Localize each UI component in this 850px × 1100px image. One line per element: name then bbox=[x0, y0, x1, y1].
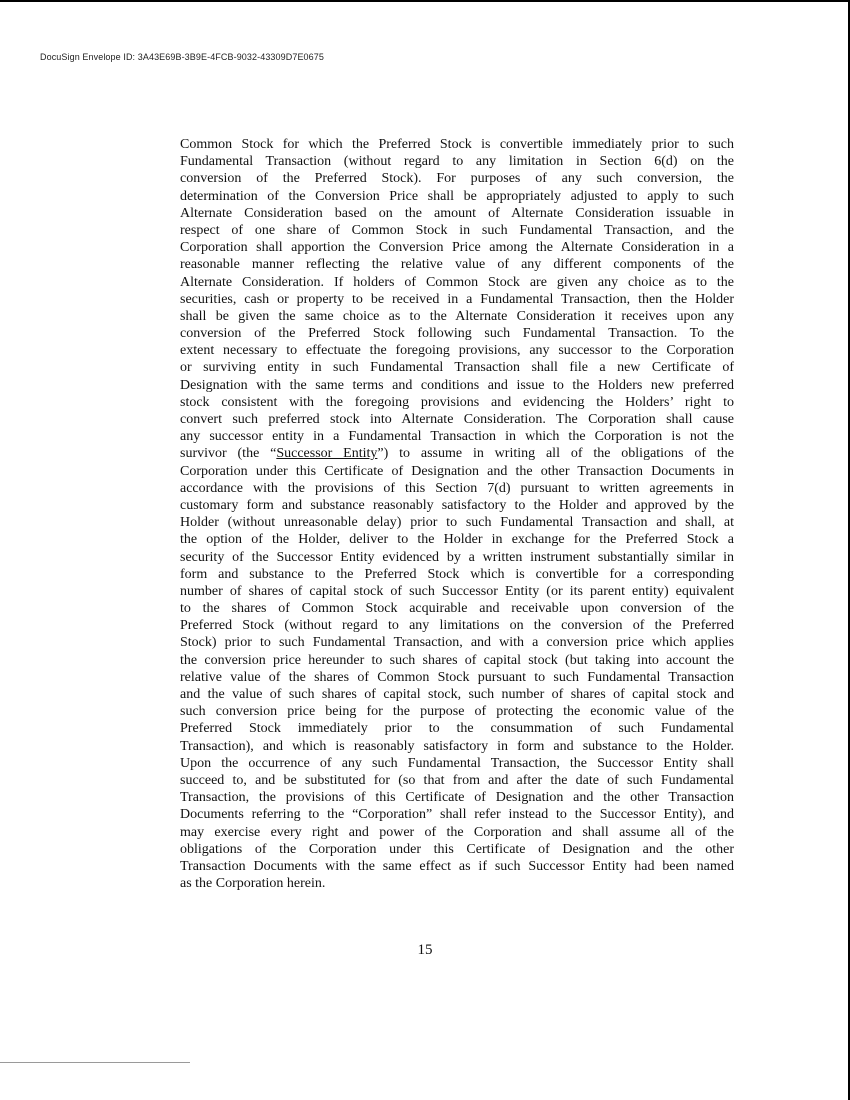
text-line: the conversion price hereunder to such shares of capital stock (but taking into account the bbox=[180, 652, 734, 668]
text-line: the option of the Holder, deliver to the Holder in exchange for the Preferred Stock a bbox=[180, 532, 734, 548]
text-line: Holder (without unreasonable delay) prior to such Fundamental Transaction and shall, at bbox=[180, 515, 734, 531]
text-line: security of the Successor Entity evidenced by a written instrument substantially similar in bbox=[180, 549, 734, 565]
text-line: such conversion price being for the purpose of protecting the economic value of the bbox=[180, 704, 734, 720]
text-line: Corporation under this Certificate of Designation and the other Transaction Documents in bbox=[180, 463, 734, 479]
text-line: Transaction, the provisions of this Certificate of Designation and the other Transaction bbox=[180, 790, 734, 806]
text-line: customary form and substance reasonably satisfactory to the Holder and approved by the bbox=[180, 497, 734, 513]
text-line: conversion of the Preferred Stock following such Fundamental Transaction. To the bbox=[180, 326, 734, 342]
text-line: obligations of the Corporation under this Certificate of Designation and the other bbox=[180, 841, 734, 857]
text-line bbox=[180, 445, 734, 462]
text-line: Alternate Consideration. If holders of Common Stock are given any choice as to the bbox=[180, 274, 734, 290]
text-line: as the Corporation herein. bbox=[180, 876, 326, 892]
text-line: convert such preferred stock into Alternate Consideration. The Corporation shall cause bbox=[180, 412, 734, 427]
text-line: securities, cash or property to be received in a Fundamental Transaction, then the Holder bbox=[180, 291, 734, 307]
body-paragraph bbox=[180, 136, 734, 892]
text-line: Upon the occurrence of any such Fundamental Transaction, the Successor Entity shall bbox=[180, 755, 734, 771]
page-number: 15 bbox=[417, 942, 433, 958]
text-fragment: ”) to assume in writing all of the obligations of the bbox=[377, 446, 734, 462]
text-line: Alternate Consideration based on the amount of Alternate Consideration issuable in bbox=[180, 205, 734, 221]
text-line: Fundamental Transaction (without regard to any limitation in Section 6(d) on the bbox=[180, 154, 734, 170]
text-line: succeed to, and be substituted for (so that from and after the date of such Fundamental bbox=[180, 772, 734, 788]
text-line: shall be given the same choice as to the Alternate Consideration it receives upon any bbox=[180, 308, 734, 324]
text-fragment: survivor (the “ bbox=[180, 446, 277, 462]
text-line: accordance with the provisions of this Section 7(d) pursuant to written agreements in bbox=[180, 480, 734, 496]
text-line: or surviving entity in such Fundamental Transaction shall file a new Certificate of bbox=[180, 360, 734, 376]
text-line: Preferred Stock immediately prior to the consummation of such Fundamental bbox=[180, 721, 734, 737]
defined-term-successor-entity: Successor Entity bbox=[276, 446, 378, 462]
text-line: Transaction Documents with the same effect as if such Successor Entity had been named bbox=[180, 858, 734, 874]
text-line: may exercise every right and power of the Corporation and shall assume all of the bbox=[180, 824, 734, 840]
text-line: respect of one share of Common Stock in such Fundamental Transaction, and the bbox=[180, 222, 734, 238]
text-line: Common Stock for which the Preferred Stock is convertible immediately prior to such bbox=[180, 137, 734, 152]
text-line: determination of the Conversion Price shall be appropriately adjusted to apply to such bbox=[180, 188, 734, 204]
text-line: to the shares of Common Stock acquirable and receivable upon conversion of the bbox=[180, 601, 734, 617]
text-line: extent necessary to effectuate the foregoing provisions, any successor to the Corporation bbox=[180, 343, 734, 359]
text-line: and the value of such shares of capital stock, such number of shares of capital stock and bbox=[180, 687, 734, 702]
text-line: number of shares of capital stock of such Successor Entity (or its parent entity) equivalent bbox=[180, 583, 734, 599]
text-line: Corporation shall apportion the Conversion Price among the Alternate Consideration in a bbox=[180, 240, 734, 256]
text-line: stock consistent with the foregoing provisions and evidencing the Holders’ right to bbox=[180, 394, 734, 410]
text-line: reasonable manner reflecting the relative value of any different components of the bbox=[180, 257, 734, 273]
text-line: Designation with the same terms and conditions and issue to the Holders new preferred bbox=[180, 377, 734, 393]
text-line: Transaction), and which is reasonably satisfactory in form and substance to the Holder. bbox=[180, 738, 734, 754]
text-line: Preferred Stock (without regard to any limitations on the conversion of the Preferred bbox=[180, 618, 734, 634]
text-line: relative value of the shares of Common Stock pursuant to such Fundamental Transaction bbox=[180, 669, 734, 685]
footer-rule bbox=[0, 1062, 190, 1063]
text-line: any successor entity in a Fundamental Transaction in which the Corporation is not the bbox=[180, 429, 734, 445]
text-line: Documents referring to the “Corporation” shall refer instead to the Successor Entity), and bbox=[180, 807, 734, 823]
text-line: form and substance to the Preferred Stock which is convertible for a corresponding bbox=[180, 566, 734, 582]
docusign-envelope-id: DocuSign Envelope ID: 3A43E69B-3B9E-4FCB-9032-43309D7E0675 bbox=[40, 52, 324, 62]
text-line: Stock) prior to such Fundamental Transaction, and with a conversion price which applies bbox=[180, 635, 734, 651]
text-line: conversion of the Preferred Stock). For purposes of any such conversion, the bbox=[180, 171, 734, 187]
